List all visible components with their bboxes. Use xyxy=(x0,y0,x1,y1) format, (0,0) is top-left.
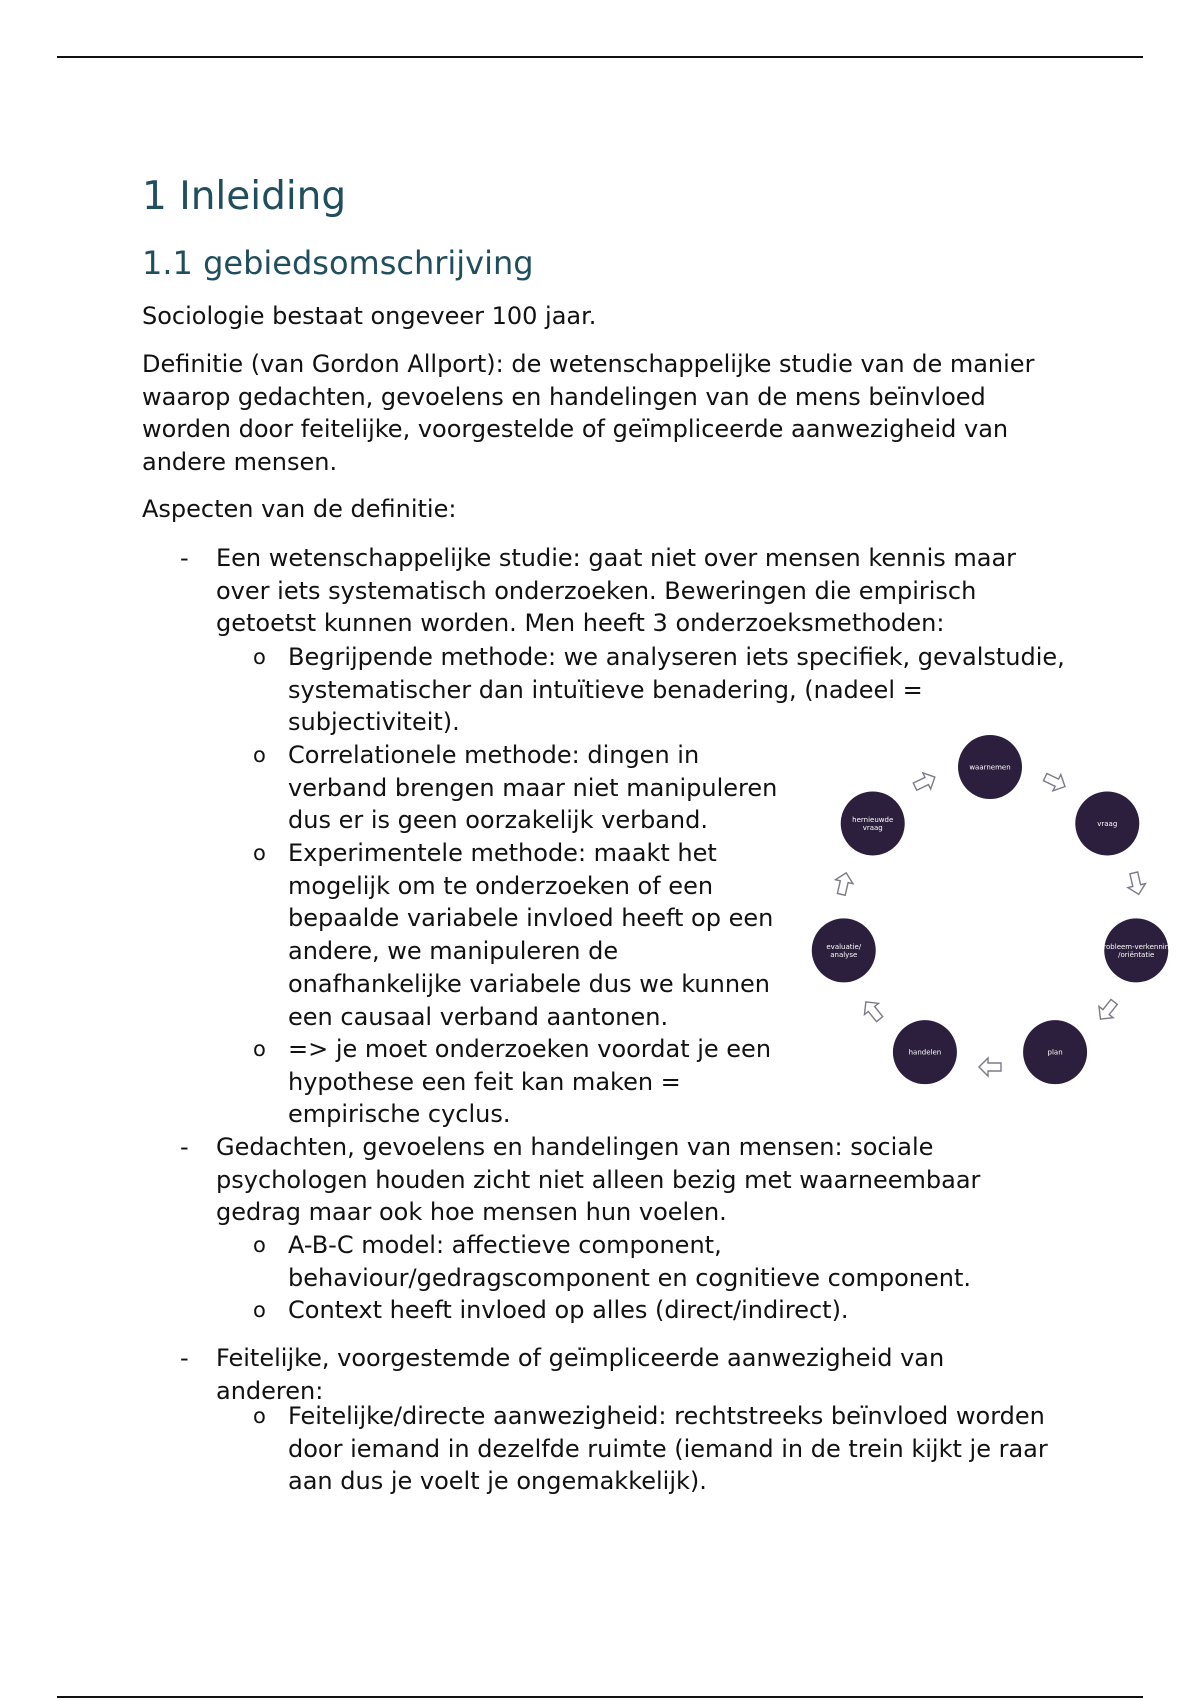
cycle-arrow-icon xyxy=(911,769,939,795)
cycle-node-label: waarnemen xyxy=(969,763,1011,772)
cycle-node xyxy=(893,1020,957,1084)
definition-paragraph: Definitie (van Gordon Allport): de wetenschappelijke studie van de manier waarop gedachten, gevoelens en handelingen van de mens beïnvloed worden door feitelijke, voorgestelde of geïmpliceerde aanwezigheid van andere mensen. xyxy=(142,350,1035,477)
cycle-node xyxy=(1023,1020,1087,1084)
cycle-node-label: vraag xyxy=(862,823,883,832)
intro-paragraph: Sociologie bestaat ongeveer 100 jaar. xyxy=(142,302,597,330)
sub-bullet-marker: o xyxy=(253,841,266,865)
cycle-node-label: vraag xyxy=(1097,819,1118,828)
sub-list-item xyxy=(253,739,788,837)
cycle-node-label: handelen xyxy=(908,1048,942,1057)
cycle-node xyxy=(841,791,905,855)
sub-bullet-marker: o xyxy=(253,743,266,767)
sub-bullet-marker: o xyxy=(253,1037,266,1061)
sub-bullet-marker: o xyxy=(253,1233,266,1257)
cycle-arrow-icon xyxy=(1093,996,1121,1024)
list-item-text: Een wetenschappelijke studie: gaat niet over mensen kennis maar over iets systematisch onderzoeken. Beweringen die empirisch getoetst kunnen worden. Men heeft 3 onderzoeksmethoden: xyxy=(216,544,1017,638)
sub-list-item xyxy=(253,1294,1068,1327)
aspects-paragraph: Aspecten van de definitie: xyxy=(142,495,457,523)
cycle-node-label: probleem-verkenning xyxy=(1098,942,1174,951)
page-title: 1 Inleiding xyxy=(142,174,347,219)
cycle-node-label: /oriëntatie xyxy=(1118,950,1155,959)
bullet-marker: - xyxy=(180,1344,189,1372)
cycle-node-label: evaluatie/ xyxy=(826,942,862,951)
cycle-node xyxy=(1075,791,1139,855)
list-item xyxy=(180,1131,996,1229)
list-item-text: Gedachten, gevoelens en handelingen van mensen: sociale psychologen houden zicht niet alleen bezig met waarneembaar gedrag maar ook hoe mensen hun voelen. xyxy=(216,1133,981,1227)
sub-list-item-text: Context heeft invloed op alles (direct/indirect). xyxy=(288,1296,849,1324)
footer-rule xyxy=(57,1696,1143,1698)
empirical-cycle-diagram xyxy=(810,735,1190,1100)
header-rule xyxy=(57,56,1143,58)
cycle-node-label: plan xyxy=(1047,1048,1063,1057)
cycle-node xyxy=(1099,918,1174,982)
sub-list-item-text: Begrijpende methode: we analyseren iets specifiek, gevalstudie, systematischer dan intuïtieve benadering, (nadeel = subjectiviteit). xyxy=(288,643,1065,737)
bullet-marker: - xyxy=(180,1133,189,1161)
sub-list-item xyxy=(253,641,1068,739)
list-item xyxy=(180,1342,976,1407)
sub-bullet-marker: o xyxy=(253,1404,266,1428)
sub-list-item xyxy=(253,1229,1008,1294)
cycle-node-label: analyse xyxy=(830,950,858,959)
sub-list-item-text: => je moet onderzoeken voordat je een hypothese een feit kan maken = empirische cyclus. xyxy=(288,1035,772,1129)
cycle-node-label: hernieuwde xyxy=(852,815,894,824)
cycle-node xyxy=(958,735,1022,799)
cycle-arrow-icon xyxy=(979,1058,1001,1076)
sub-list-item-text: Experimentele methode: maakt het mogelijk om te onderzoeken of een bepaalde variabele invloed heeft op een andere, we manipuleren de onafhankelijke variabele dus we kunnen een causaal verband aantonen. xyxy=(288,839,774,1031)
cycle-arrow-icon xyxy=(859,996,887,1024)
bullet-marker: - xyxy=(180,544,189,572)
sub-list-item xyxy=(253,1400,1078,1498)
sub-list-item-text: A-B-C model: affectieve component, behaviour/gedragscomponent en cognitieve component. xyxy=(288,1231,972,1292)
sub-list-item-text: Feitelijke/directe aanwezigheid: rechtstreeks beïnvloed worden door iemand in dezelfde ruimte (iemand in de trein kijkt je raar aan dus je voelt je ongemakkelijk). xyxy=(288,1402,1048,1496)
list-item xyxy=(180,542,1046,640)
cycle-arrow-icon xyxy=(1125,871,1147,896)
cycle-arrow-icon xyxy=(833,871,855,896)
sub-bullet-marker: o xyxy=(253,1298,266,1322)
cycle-node xyxy=(812,918,876,982)
sub-bullet-marker: o xyxy=(253,645,266,669)
cycle-arrow-icon xyxy=(1041,769,1069,795)
list-item-text: Feitelijke, voorgestemde of geïmpliceerde aanwezigheid van anderen: xyxy=(216,1344,945,1405)
section-heading: 1.1 gebiedsomschrijving xyxy=(142,244,534,282)
sub-list-item xyxy=(253,1033,788,1131)
sub-list-item xyxy=(253,837,788,1033)
sub-list-item-text: Correlationele methode: dingen in verband brengen maar niet manipuleren dus er is geen oorzakelijk verband. xyxy=(288,741,778,835)
